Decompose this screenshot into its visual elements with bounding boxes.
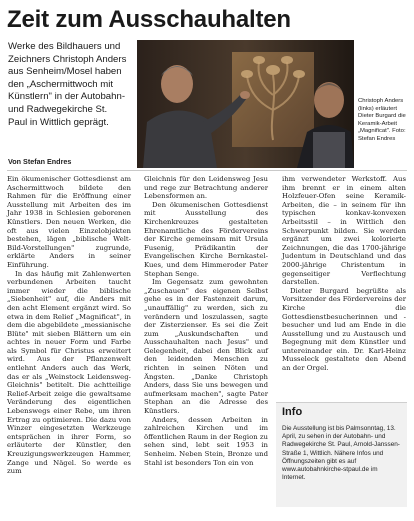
article-headline: Zeit zum Ausschauhalten [7, 6, 291, 33]
paragraph: Dieter Burgard begrüßte als Vorsitzender des Fördervereins der Kirche die Gottesdienstbesucherinnen und -besucher und lud am Ende in die Ausstellung und zu Austausch und Begegnung mit dem Künstler und untereinander ein. Dr. Karl-Heinz Musseleck gestaltete den Abend an der Orgel. [282, 286, 406, 373]
article-column-1 [7, 175, 131, 476]
article-teaser: Werke des Bildhauers und Zeichners Christoph Anders aus Senheim/Mosel haben den „Aschermittwoch mit Künstlern" in der Autobahn- und Radwegekirche St. Paul in Wittlich geprägt. [8, 41, 127, 128]
article-column-3 [282, 175, 406, 373]
paragraph: Ein ökumenischer Gottesdienst am Aschermittwoch bildete den Rahmen für die Eröffnung einer Ausstellung mit Arbeiten des im Jahr 1938 in Schlesien geborenen Künstlers. Den neuen Werken, die oft aus vielen Einzelobjekten bestehen, lägen „biblische Welt-Bild-Vorstellungen" zugrunde, erklärte Anders in seiner Einführung. [7, 175, 131, 269]
paragraph: ihm verwendeter Werkstoff. Aus ihm brennt er in einem alten Holzfeuer-Ofen seine Keramik-Arbeiten, die – in seinem für ihn typischen konkav-konvexen Arbeitsstil – in Wittlich den Schwerpunkt bilden. Sie werden ergänzt um zwei kolorierte Zeichnungen, die das 1700-jährige Judentum in Deutschland und das 2000-jährige Christentum in gegenseitiger Verflechtung darstellen. [282, 175, 406, 287]
paragraph: Gleichnis für den Leidensweg Jesu und rege zur Betrachtung anderer Lebensformen an. [144, 175, 268, 201]
info-box [276, 402, 407, 507]
info-title: Info [282, 406, 303, 418]
article-column-2 [144, 175, 268, 467]
article-photo [137, 40, 354, 168]
photo-caption: Christoph Anders (links) erläutert Dieter Burgard die Keramik-Arbeit „Magnificat". Foto: Stefan Endres [358, 98, 406, 142]
paragraph: In das häufig mit Zahlenwerten verbundenen Arbeiten taucht immer wieder die biblische „Siebenheit" auf, die Anders mit den acht Element ergänzt wird. So etwa in dem Relief „Magnificat", in dem die abgebildete „messianische Blüte" mit sieben Blättern um ein achtes in neuer Form und Farbe als Symbol für Christus erweitert wird. Aus der Pflanzenwelt entlehnt Anders auch das Werk, das er als „Weinstock Leidensweg-Gleichnis" betitelt. Die achtteilige Relief-Arbeit zeige die gewaltsame Veränderung des eigentlichen Lebenswegs einer Rebe, um ihren Ertrag zu optimieren. Die dazu von Winzer eingesetzten Werkzeuge entsprächen in ihrer Form, so erläuterte der Künstler, den Kreuzigungswerkzeugen Hammer, Zange und Nägel. So werde es zum [7, 269, 131, 476]
paragraph: Den ökumenischen Gottesdienst mit Ausstellung des Kirchenkreuzes gestalteten Ehrenamtliche des Fördervereins der Kirche gemeinsam mit Ursula Fusenig, Prädikantin der Evangelischen Kirche Bernkastel-Kues, und dem Himmeroder Pater Stephan Senge. [144, 200, 268, 278]
paragraph: Im Gegensatz zum gewohnten „Zuschauen" des eigenen Selbst gehe es in der Fastenzeit darum, „unauffällig" zu werden, sich zu verändern und loszulassen, sagte der Zisterzienser. Es sei die Zeit zum „Auskundschaften und Ausschauhalten nach Jesus" und Gelegenheit, dabei den Blick auf den leidenden Menschen zu richten in seinen Nöten und Ängsten. „Danke Christoph Anders, dass Sie uns bewegen und aufmerksam machen", sagte Pater Stephan an die Adresse des Künstlers. [144, 278, 268, 416]
info-text: Die Ausstellung ist bis Palmsonntag, 13. April, zu sehen in der Autobahn- und Radwegekirche St. Paul, Arnold-Janssen-Straße 1, Wittlich. Nähere Infos und Öffnungszeiten gibt es auf www.autobahnkirche-stpaul.de im Internet. [282, 425, 400, 482]
divider-line [7, 170, 407, 171]
photo-illustration [137, 40, 354, 168]
paragraph: Anders, dessen Arbeiten in zahlreichen Kirchen und im öffentlichen Raum in der Region zu sehen sind, lebt seit 1953 in Senheim. Neben Stein, Bronze und Stahl ist besonders Ton ein von [144, 415, 268, 467]
article-byline: Von Stefan Endres [8, 157, 72, 166]
